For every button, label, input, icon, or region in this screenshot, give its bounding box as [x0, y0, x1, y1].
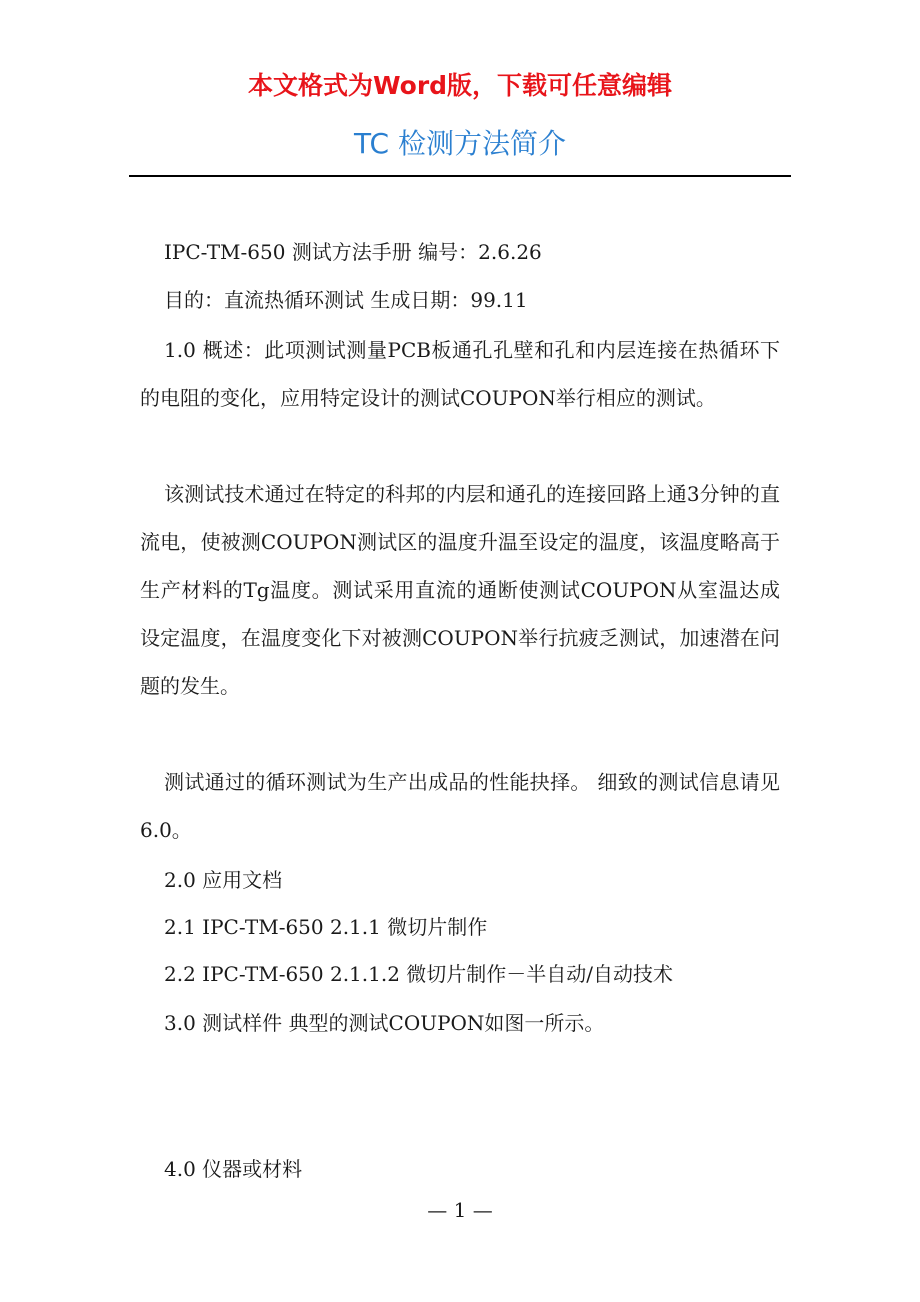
section-heading: 4.0 仪器或材料 [164, 1157, 303, 1181]
paragraph-text: 测试通过的循环测试为生产出成品的性能抉择。 细致的测试信息请见6.0。 [140, 770, 780, 842]
section-heading: 3.0 测试样件 典型的测试COUPON如图一所示。 [164, 1011, 605, 1035]
section-item: 2.1 IPC-TM-650 2.1.1 微切片制作 [164, 915, 488, 939]
purpose-date-line: 目的：直流热循环测试 生成日期：99.11 [164, 288, 528, 312]
overview-paragraph [140, 326, 780, 422]
section-heading: 2.0 应用文档 [164, 868, 283, 892]
manual-number-line: IPC-TM-650 测试方法手册 编号：2.6.26 [164, 240, 542, 264]
method-paragraph [140, 470, 780, 710]
result-paragraph [140, 758, 780, 854]
section-item: 2.2 IPC-TM-650 2.1.1.2 微切片制作－半自动/自动技术 [164, 962, 674, 986]
page-number: — 1 — [427, 1198, 493, 1222]
paragraph-text: 1.0 概述：此项测试测量PCB板通孔孔壁和孔和内层连接在热循环下的电阻的变化，应用特定设计的测试COUPON举行相应的测试。 [140, 338, 780, 410]
paragraph-text: 该测试技术通过在特定的科邦的内层和通孔的连接回路上通3分钟的直流电，使被测COUPON测试区的温度升温至设定的温度，该温度略高于生产材料的Tg温度。测试采用直流的通断使测试COUPON从室温达成设定温度，在温度变化下对被测COUPON举行抗疲乏测试，加速潜在问题的发生。 [140, 482, 780, 698]
download-banner: 本文格式为Word版，下载可任意编辑 [247, 71, 673, 100]
document-title: TC 检测方法简介 [354, 127, 566, 160]
title-divider [129, 175, 791, 177]
